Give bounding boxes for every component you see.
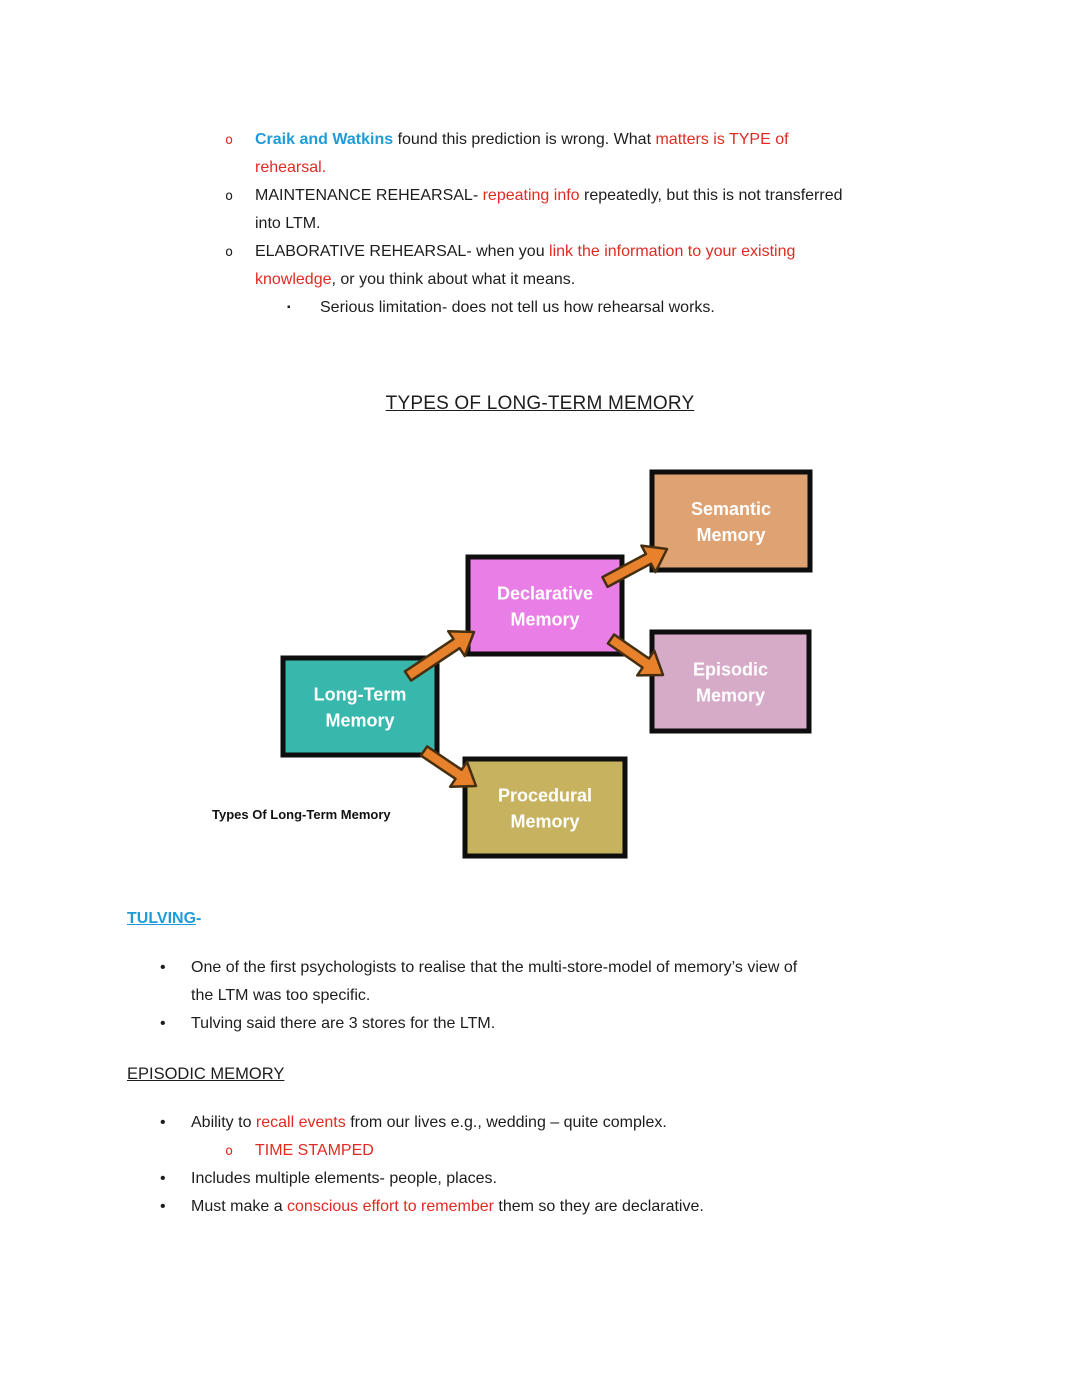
memory-node-label: Declarative: [496, 583, 594, 604]
text-segment: link the information to your existing: [549, 243, 796, 260]
bullet-text: [191, 1109, 667, 1137]
bullet-text: [320, 294, 715, 322]
bullet-marker: o: [225, 132, 234, 148]
text-segment: found this prediction is wrong. What: [397, 131, 656, 148]
memory-node-box: [465, 759, 625, 856]
rehearsal-bullet-list: [0, 126, 1080, 322]
ltm-diagram: [180, 460, 860, 880]
text-segment: Tulving said there are 3 stores for the LTM.: [191, 1015, 496, 1032]
episodic-bullet-list: [0, 1109, 1080, 1221]
text-segment: conscious effort to remember: [287, 1198, 499, 1215]
memory-node-label: Procedural: [497, 785, 593, 806]
text-segment: matters is TYPE of: [655, 131, 789, 148]
memory-node-procedural-memory: [465, 759, 625, 856]
memory-node-label: Semantic: [690, 499, 772, 519]
bullet-marker: •: [160, 1170, 166, 1187]
bullet-item: [160, 1109, 1080, 1137]
bullet-marker: o: [225, 244, 234, 260]
memory-node-label: Memory: [510, 609, 580, 630]
text-segment: from our lives e.g., wedding – quite complex.: [350, 1114, 667, 1131]
memory-node-label: Memory: [325, 710, 395, 731]
bullet-item: [160, 954, 1080, 1010]
diagram-caption: Types Of Long-Term Memory: [212, 807, 391, 822]
bullet-marker: o: [225, 1143, 234, 1159]
bullet-item: [160, 1193, 1080, 1221]
memory-node-label: Memory: [510, 811, 580, 832]
text-segment: Must make a: [191, 1198, 288, 1215]
bullet-item: [225, 238, 1080, 294]
text-segment: ELABORATIVE REHEARSAL- when you: [255, 243, 550, 260]
bullet-item: [160, 1010, 1080, 1038]
memory-node-declarative-memory: [468, 557, 622, 654]
bullet-text: [191, 1193, 704, 1221]
bullet-text: [255, 238, 795, 294]
bullet-text: [191, 954, 797, 1010]
bullet-text: [191, 1165, 497, 1193]
tulving-suffix: -: [196, 910, 202, 927]
memory-node-box: [652, 472, 810, 570]
bullet-item: [225, 1137, 1080, 1165]
section-heading-types-of-ltm: TYPES OF LONG-TERM MEMORY: [385, 393, 695, 414]
bullet-item: [225, 126, 1080, 182]
bullet-marker: •: [160, 959, 166, 976]
text-segment: Includes multiple elements- people, places.: [191, 1170, 497, 1187]
bullet-text: [255, 126, 789, 182]
bullet-item: [287, 294, 1080, 322]
bullet-marker: o: [225, 188, 234, 204]
bullet-item: [160, 1165, 1080, 1193]
text-segment: MAINTENANCE REHEARSAL-: [255, 187, 483, 204]
section-heading-tulving: [127, 905, 1080, 933]
memory-node-label: Episodic: [692, 659, 769, 680]
text-segment: the LTM was too specific.: [191, 987, 371, 1004]
memory-node-label: Long-Term: [313, 684, 407, 705]
arrow-long-term-memory-to-procedural-memory: [421, 746, 476, 786]
bullet-marker: •: [160, 1015, 166, 1032]
bullet-text: [255, 1137, 374, 1165]
bullet-item: [225, 182, 1080, 238]
memory-node-label: Memory: [696, 525, 766, 545]
text-segment: recall events: [255, 1114, 351, 1131]
bullet-text: [255, 182, 843, 238]
bullet-marker: •: [160, 1198, 166, 1215]
text-segment: Serious limitation- does not tell us how rehearsal works.: [320, 299, 715, 316]
tulving-underlined-text: TULVING: [127, 910, 197, 927]
text-segment: rehearsal.: [255, 159, 327, 176]
bullet-marker: ▪: [287, 302, 291, 313]
text-segment: One of the first psychologists to realise that the multi-store-model of memory’s view of: [191, 959, 798, 976]
bullet-marker: •: [160, 1114, 166, 1131]
text-segment: Craik and Watkins: [255, 131, 398, 148]
text-segment: them so they are declarative.: [498, 1198, 704, 1215]
section-heading-episodic-memory: EPISODIC MEMORY: [127, 1065, 285, 1083]
memory-node-box: [468, 557, 622, 654]
memory-node-box: [652, 632, 809, 731]
bullet-text: [191, 1010, 495, 1038]
text-segment: TIME STAMPED: [255, 1142, 374, 1159]
text-segment: into LTM.: [255, 215, 321, 232]
text-segment: knowledge: [255, 271, 332, 288]
tulving-bullet-list: [0, 954, 1080, 1038]
text-segment: repeatedly, but this is not transferred: [584, 187, 843, 204]
memory-node-semantic-memory: [652, 472, 810, 570]
text-segment: , or you think about what it means.: [331, 271, 576, 288]
memory-node-episodic-memory: [652, 632, 809, 731]
memory-node-label: Memory: [695, 685, 766, 706]
text-segment: repeating info: [482, 187, 584, 204]
text-segment: Ability to: [191, 1114, 256, 1131]
